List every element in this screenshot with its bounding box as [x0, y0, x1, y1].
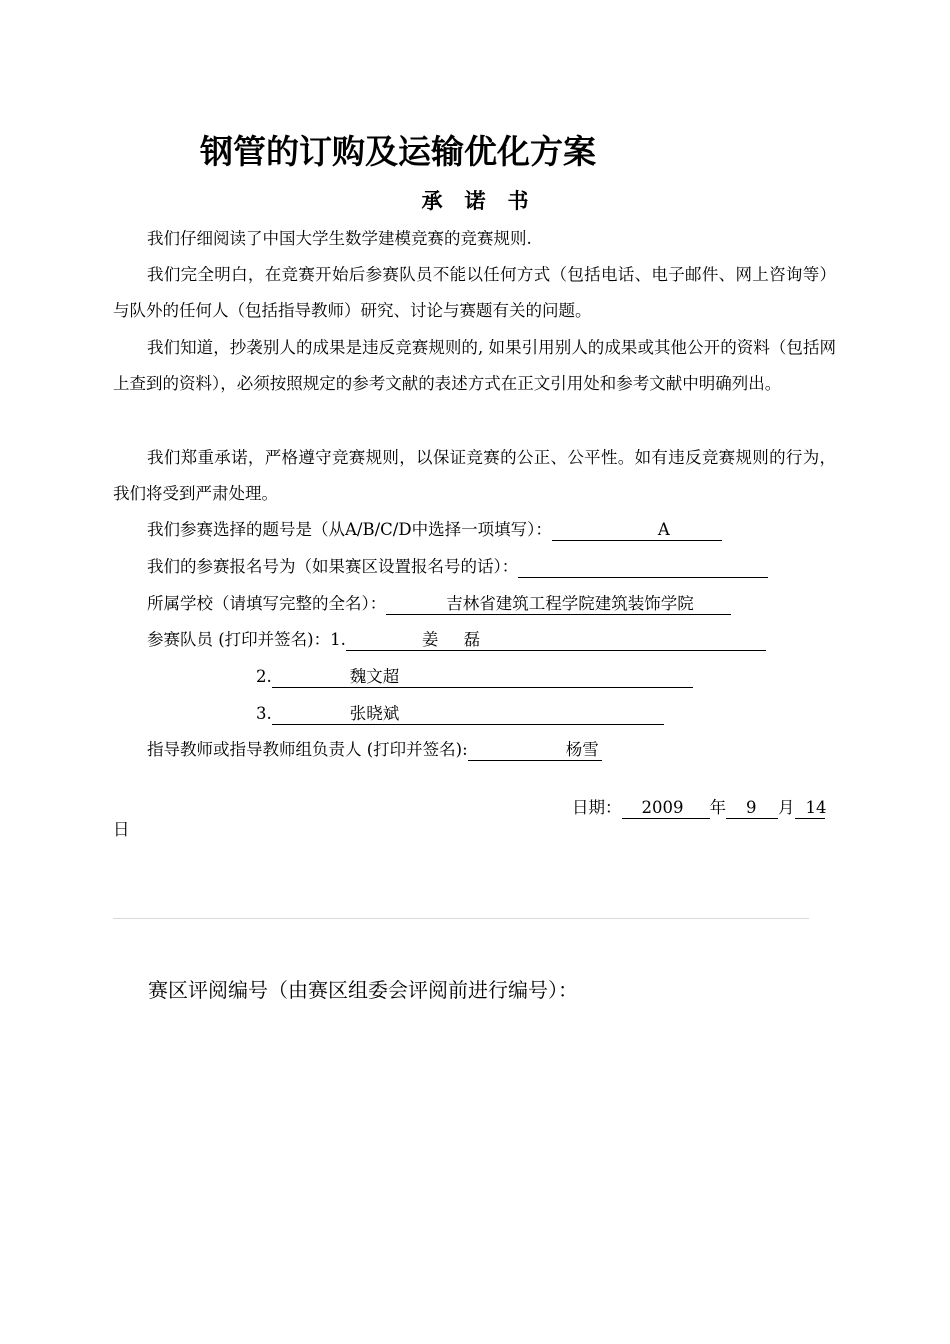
date-day-unit: 日	[113, 820, 130, 839]
school-label: 所属学校（请填写完整的全名）：	[147, 594, 387, 613]
member-2-name: 魏文超	[349, 667, 400, 686]
member-3-name: 张晓斌	[349, 704, 400, 723]
date-month: 9	[746, 798, 757, 817]
document-subtitle	[0, 184, 950, 218]
member-2-field	[272, 667, 693, 688]
registration-field	[518, 557, 768, 578]
paragraph-2: 我们完全明白，在竞赛开始后参赛队员不能以任何方式（包括电话、电子邮件、网上咨询等）与队外的任何人（包括指导教师）研究、讨论与赛题有关的问题。	[113, 265, 836, 320]
member-2-number: 2.	[256, 667, 272, 686]
member-3-number: 3.	[256, 704, 272, 723]
member-line-2	[256, 659, 693, 695]
school-line	[147, 586, 731, 622]
advisor-field	[468, 740, 602, 761]
advisor-line	[147, 732, 602, 768]
date-day: 14	[805, 798, 827, 817]
date-month-unit: 月	[778, 798, 795, 817]
member-3-field	[272, 704, 664, 725]
date-day-unit-line	[113, 812, 130, 848]
member-1-name: 姜 磊	[421, 630, 491, 649]
paragraph-4: 我们郑重承诺，严格遵守竞赛规则，以保证竞赛的公正、公平性。如有违反竞赛规则的行为，我们将受到严肃处理。	[113, 448, 836, 503]
date-day-field	[795, 798, 825, 819]
problem-field	[552, 520, 722, 541]
problem-line	[147, 512, 722, 548]
paragraph-3: 我们知道，抄袭别人的成果是违反竞赛规则的, 如果引用别人的成果或其他公开的资料（包括网上查到的资料），必须按照规定的参考文献的表述方式在正文引用处和参考文献中明确列出。	[113, 338, 836, 393]
section-divider	[113, 918, 809, 919]
date-year-unit: 年	[709, 798, 726, 817]
registration-label: 我们的参赛报名号为（如果赛区设置报名号的话）：	[147, 557, 519, 576]
advisor-value: 杨雪	[565, 740, 599, 759]
date-year: 2009	[641, 798, 684, 817]
review-number-label: 赛区评阅编号（由赛区组委会评阅前进行编号）：	[148, 978, 578, 1002]
date-month-field	[726, 798, 778, 819]
subtitle-text: 承诺书	[421, 188, 551, 213]
advisor-label: 指导教师或指导教师组负责人 (打印并签名):	[147, 740, 468, 759]
member-line-1	[147, 622, 766, 658]
paragraph-1: 我们仔细阅读了中国大学生数学建模竞赛的竞赛规则.	[147, 229, 532, 248]
school-value: 吉林省建筑工程学院建筑装饰学院	[446, 594, 694, 613]
school-field	[386, 594, 731, 615]
date-line	[572, 790, 825, 826]
member-line-3	[256, 696, 664, 732]
document-title: 钢管的订购及运输优化方案	[200, 132, 596, 171]
members-label: 参赛队员 (打印并签名)：	[147, 630, 331, 649]
registration-line	[147, 549, 768, 585]
problem-label: 我们参赛选择的题号是（从A/B/C/D中选择一项填写）：	[147, 520, 552, 539]
member-1-field	[346, 630, 766, 651]
member-1-number: 1.	[330, 630, 346, 649]
date-year-field	[622, 798, 710, 819]
date-label: 日期：	[572, 798, 622, 817]
problem-value: A	[657, 520, 670, 539]
